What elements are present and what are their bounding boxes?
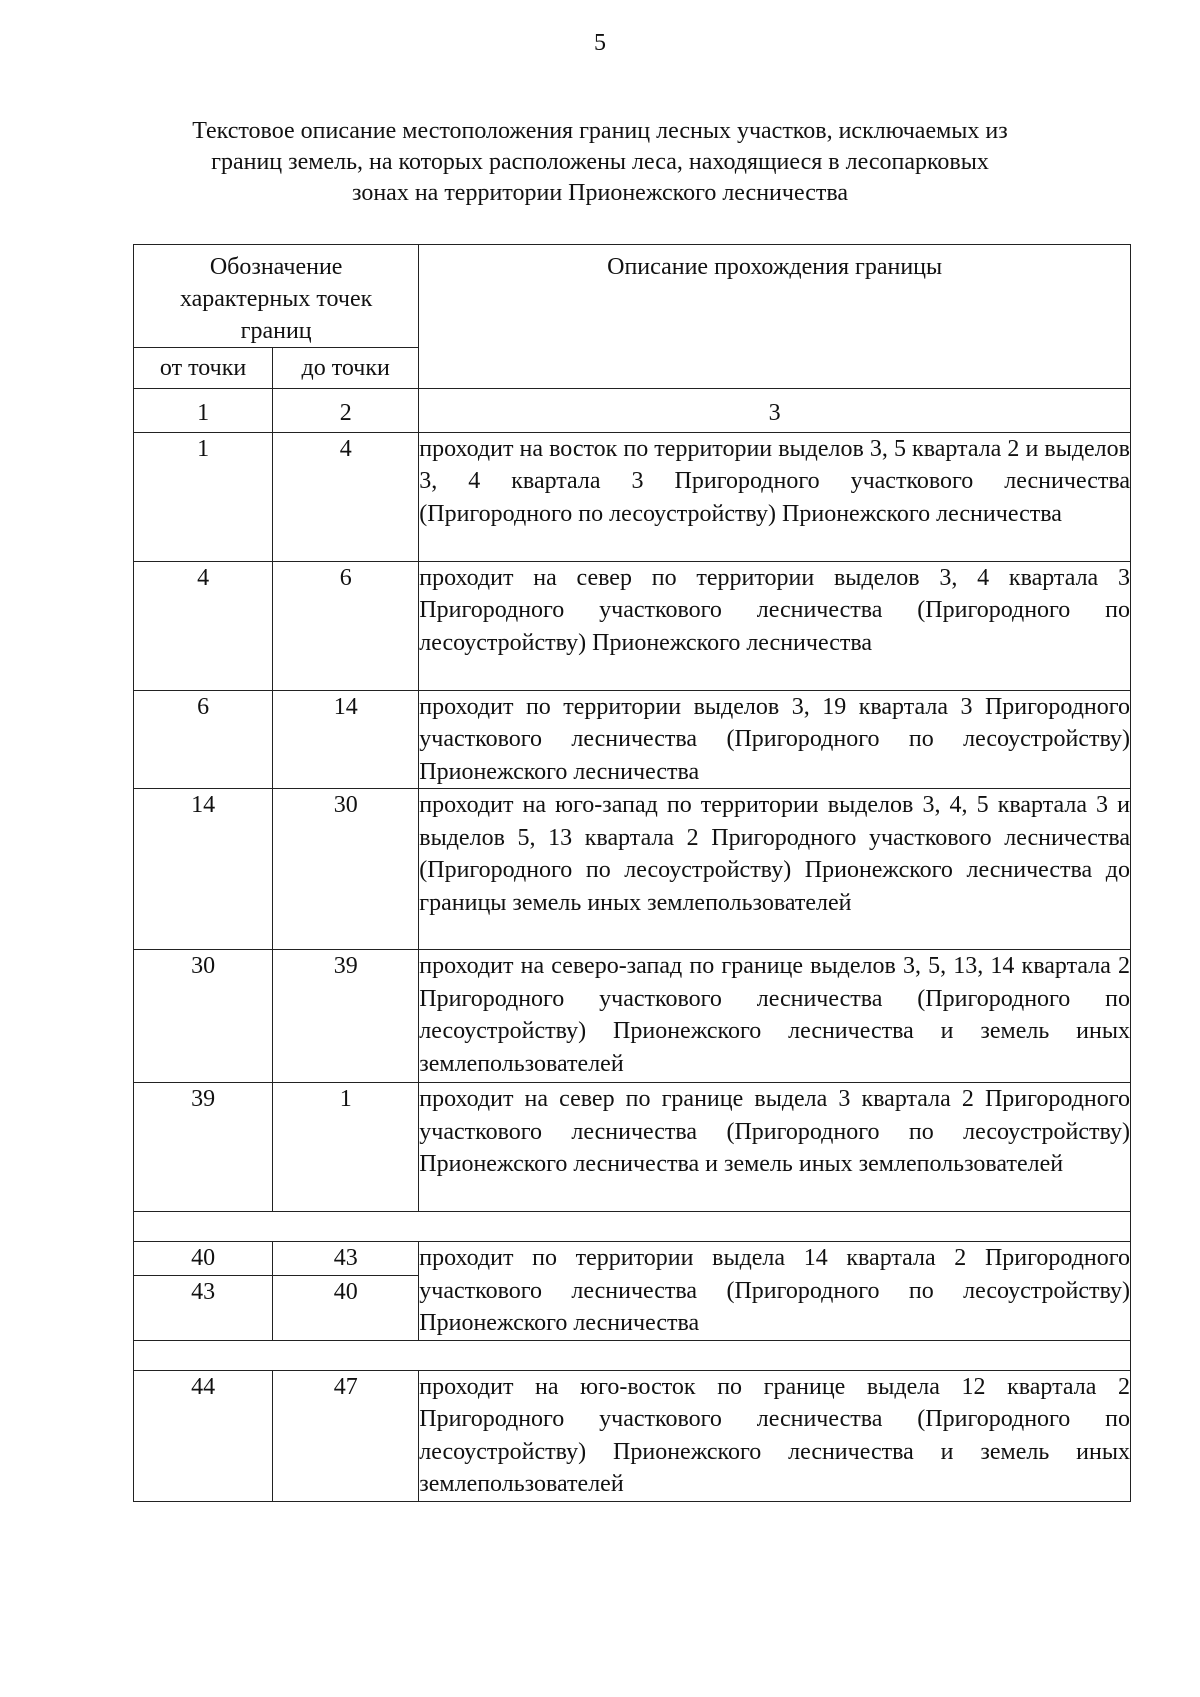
boundary-description: проходит на юго-запад по территории выделов 3, 4, 5 квартала 3 и выделов 5, 13 квартала 2 Пригородного участкового лесничества (Пригородного по лесоустройству) Прионежского лесничества до границы земель иных землепользователей: [419, 789, 1131, 950]
point-to: 6: [273, 561, 419, 690]
boundary-description: проходит на север по территории выделов 3, 4 квартала 3 Пригородного участкового лесничества (Пригородного по лесоустройству) Прионежского лесничества: [419, 561, 1131, 690]
point-to: 47: [273, 1370, 419, 1501]
column-number: 1: [134, 389, 273, 433]
point-from: 14: [134, 789, 273, 950]
point-from: 4: [134, 561, 273, 690]
column-number: 3: [419, 389, 1131, 433]
table-row: [134, 1242, 1131, 1276]
point-from: 40: [134, 1242, 273, 1276]
point-from: 44: [134, 1370, 273, 1501]
boundary-description: проходит на северо-запад по границе выделов 3, 5, 13, 14 квартала 2 Пригородного участкового лесничества (Пригородного по лесоустройству) Прионежского лесничества и земель иных землепользователей: [419, 950, 1131, 1083]
boundary-description: проходит на восток по территории выделов 3, 5 квартала 2 и выделов 3, 4 квартала 3 Пригородного участкового лесничества (Пригородного по лесоустройству) Прионежского лесничества: [419, 432, 1131, 561]
point-from: 39: [134, 1083, 273, 1212]
table-header-row: [134, 245, 1131, 348]
header-to: до точки: [273, 348, 419, 389]
table-row: [134, 1370, 1131, 1501]
point-from: 30: [134, 950, 273, 1083]
boundary-table: [133, 244, 1131, 1502]
table-row: [134, 432, 1131, 561]
boundary-description: проходит на север по границе выдела 3 квартала 2 Пригородного участкового лесничества (Пригородного по лесоустройству) Прионежского лесничества и земель иных землепользователей: [419, 1083, 1131, 1212]
boundary-description: проходит на юго-восток по границе выдела 12 квартала 2 Пригородного участкового лесничества (Пригородного по лесоустройству) Прионежского лесничества и земель иных землепользователей: [419, 1370, 1131, 1501]
point-from: 43: [134, 1276, 273, 1340]
point-from: 1: [134, 432, 273, 561]
page-number: 5: [594, 30, 606, 56]
table-row: [134, 690, 1131, 789]
table-separator-row: [134, 1340, 1131, 1370]
point-from: 6: [134, 690, 273, 789]
table-row: [134, 561, 1131, 690]
column-number-row: [134, 389, 1131, 433]
boundary-description: проходит по территории выделов 3, 19 квартала 3 Пригородного участкового лесничества (Пригородного по лесоустройству) Прионежского лесничества: [419, 690, 1131, 789]
column-number: 2: [273, 389, 419, 433]
point-to: 43: [273, 1242, 419, 1276]
header-description: Описание прохождения границы: [419, 245, 1131, 389]
table-row: [134, 1083, 1131, 1212]
title-line: Текстовое описание местоположения границ лесных участков, исключаемых из: [192, 118, 1008, 144]
header-from: от точки: [134, 348, 273, 389]
point-to: 4: [273, 432, 419, 561]
title-line: границ земель, на которых расположены леса, находящиеся в лесопарковых: [211, 149, 989, 175]
table-row: [134, 789, 1131, 950]
title-line: зонах на территории Прионежского лесничества: [351, 180, 849, 206]
point-to: 1: [273, 1083, 419, 1212]
point-to: 40: [273, 1276, 419, 1340]
table-row: [134, 950, 1131, 1083]
point-to: 39: [273, 950, 419, 1083]
boundary-description: проходит по территории выдела 14 квартала 2 Пригородного участкового лесничества (Пригородного по лесоустройству) Прионежского лесничества: [419, 1242, 1131, 1341]
table-separator-row: [134, 1212, 1131, 1242]
header-points: Обозначение характерных точек границ: [134, 245, 419, 348]
point-to: 30: [273, 789, 419, 950]
point-to: 14: [273, 690, 419, 789]
document-title: [100, 116, 1100, 209]
